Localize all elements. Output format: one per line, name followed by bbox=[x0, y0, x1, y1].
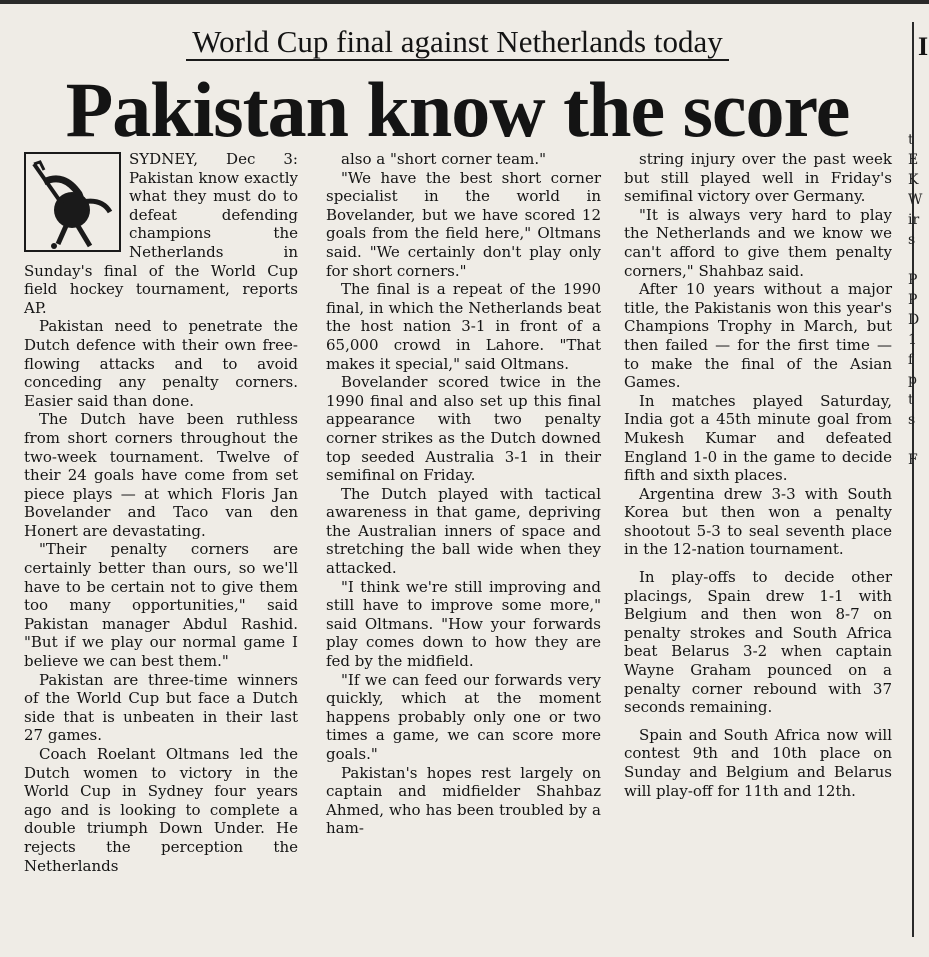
hockey-player-icon bbox=[24, 152, 121, 252]
edge-letter: E bbox=[908, 152, 919, 168]
column-3-text bbox=[624, 150, 892, 800]
paragraph-text: In matches played Saturday, India got a 45th minute goal from Mukesh Kumar and defeated England 1-0 in the game to decide fifth and sixth places. bbox=[624, 391, 892, 485]
paragraph bbox=[24, 671, 298, 745]
paragraph bbox=[624, 280, 892, 392]
edge-letter: f bbox=[908, 352, 914, 368]
paragraph bbox=[624, 206, 892, 280]
paragraph-text: The final is a repeat of the 1990 final, in which the Netherlands beat the host nation 3-1 in front of a 65,000 crowd in Lahore. "That makes it special," said Oltmans. bbox=[326, 280, 601, 373]
article-column-2 bbox=[326, 150, 601, 838]
paragraph-text: "It is always very hard to play the Netherlands and we know we can't afford to give them penalty corners," Shahbaz said. bbox=[624, 205, 892, 280]
headline: Pakistan know the score bbox=[65, 66, 850, 153]
paragraph-text: The Dutch have been ruthless from short corners throughout the two-week tournament. Twelve of their 24 goals have come from set piece plays — at which Floris Jan Bovelander and Taco van den Honert are devastating. bbox=[24, 410, 298, 540]
paragraph bbox=[326, 373, 601, 485]
paragraph bbox=[326, 671, 601, 764]
edge-letter: K bbox=[908, 172, 919, 188]
paragraph-text: The Dutch played with tactical awareness in that game, depriving the Australian inners of space and stretching the ball wide when they attacked. bbox=[326, 484, 601, 578]
paragraph-text: also a "short corner team." bbox=[341, 150, 547, 168]
adjacent-article-initial: I bbox=[918, 32, 929, 61]
paragraph bbox=[326, 764, 601, 838]
paragraph-text: "If we can feed our forwards very quickly, which at the moment happens probably only one or two times a game, we can score more goals." bbox=[326, 670, 601, 763]
edge-letter: t bbox=[908, 392, 914, 408]
edge-letter: ir bbox=[908, 212, 920, 228]
article-column-3 bbox=[624, 150, 892, 800]
edge-letter bbox=[908, 250, 929, 270]
paragraph-text: After 10 years without a major title, the Pakistanis won this year's Champions Trophy in March, but then failed — for the first time — to make the final of the Asian Games. bbox=[624, 280, 892, 392]
paragraph-text: "We have the best short corner specialist in the world in Bovelander, but we have scored 12 goals from the field here," Oltmans said. "We certainly don't play only for short corners." bbox=[326, 168, 601, 280]
kicker-text: World Cup final against Netherlands today bbox=[186, 24, 728, 61]
paragraph bbox=[624, 392, 892, 485]
edge-letter: t bbox=[908, 132, 914, 148]
paragraph bbox=[326, 169, 601, 281]
paragraph-text: Coach Roelant Oltmans led the Dutch women to victory in the World Cup in Sydney four years ago and is looking to complete a double triumph Down Under. He rejects the perception the Netherlands bbox=[24, 745, 298, 875]
paragraph-text: Argentina drew 3-3 with South Korea but then won a penalty shootout 5-3 to seal seventh place in the 12-nation tournament. bbox=[624, 484, 892, 559]
adjacent-article-fragment bbox=[908, 130, 929, 470]
paragraph bbox=[624, 568, 892, 717]
paragraph bbox=[624, 485, 892, 559]
paragraph bbox=[624, 726, 892, 800]
column-2-text bbox=[326, 150, 601, 838]
edge-letter: P bbox=[908, 292, 918, 308]
edge-letter: s bbox=[908, 232, 916, 248]
column-1-text bbox=[24, 150, 298, 875]
paragraph bbox=[326, 485, 601, 578]
paragraph bbox=[24, 410, 298, 540]
paragraph-text: "I think we're still improving and still have to improve some more," said Oltmans. "How your forwards play comes down to how they are fed by the midfield. bbox=[326, 577, 601, 671]
paragraph-text: string injury over the past week but still played well in Friday's semifinal victory over Germany. bbox=[624, 150, 892, 206]
paragraph-text: Spain and South Africa now will contest 9th and 10th place on Sunday and Belgium and Belarus will play-off for 11th and 12th. bbox=[624, 725, 892, 800]
paragraph-text: In play-offs to decide other placings, Spain drew 1-1 with Belgium and then won 8-7 on penalty strokes and South Africa beat Belarus 3-2 when captain Wayne Graham pounced on a penalty corner rebound with 37 seconds remaining. bbox=[624, 568, 892, 717]
top-rule bbox=[0, 0, 929, 4]
paragraph bbox=[24, 317, 298, 410]
paragraph-text: "Their penalty corners are certainly better than ours, so we'll have to be certain not to give them too many opportunities," said Pakistan manager Abdul Rashid. "But if we play our normal game I believe we can best them." bbox=[24, 540, 298, 671]
paragraph-text: Pakistan know exactly what they must do to defeat defending champions the Netherlands in Sunday's final of the World Cup field hockey tournament, reports AP. bbox=[24, 168, 298, 317]
paragraph bbox=[326, 578, 601, 671]
edge-letter: s bbox=[908, 412, 916, 428]
edge-letter: F bbox=[908, 452, 918, 468]
article-column-1 bbox=[24, 150, 298, 875]
edge-letter bbox=[908, 430, 929, 450]
paragraph bbox=[624, 150, 892, 206]
edge-letter: W bbox=[908, 192, 923, 208]
edge-letter: D bbox=[908, 312, 920, 328]
paragraph-text: Pakistan's hopes rest largely on captain and midfielder Shahbaz Ahmed, who has been troubled by a ham- bbox=[326, 763, 601, 838]
paragraph-text: Bovelander scored twice in the 1990 final and also set up this final appearance with two penalty corner strikes as the Dutch downed top seeded Australia 3-1 in their semifinal on Friday. bbox=[326, 373, 601, 485]
paragraph bbox=[24, 745, 298, 875]
dateline: SYDNEY, Dec 3: bbox=[129, 150, 298, 168]
paragraph bbox=[326, 280, 601, 373]
paragraph bbox=[326, 150, 601, 169]
paragraph-text: Pakistan are three-time winners of the World Cup but face a Dutch side that is unbeaten in their last 27 games. bbox=[24, 670, 298, 745]
paragraph-text: Pakistan need to penetrate the Dutch defence with their own free-flowing attacks and to avoid conceding any penalty corners. Easier said than done. bbox=[24, 317, 298, 410]
edge-letter: P bbox=[908, 272, 918, 288]
edge-letter: p bbox=[908, 372, 917, 388]
paragraph bbox=[24, 540, 298, 670]
kicker bbox=[0, 22, 915, 62]
edge-letter: 1 bbox=[908, 332, 917, 348]
